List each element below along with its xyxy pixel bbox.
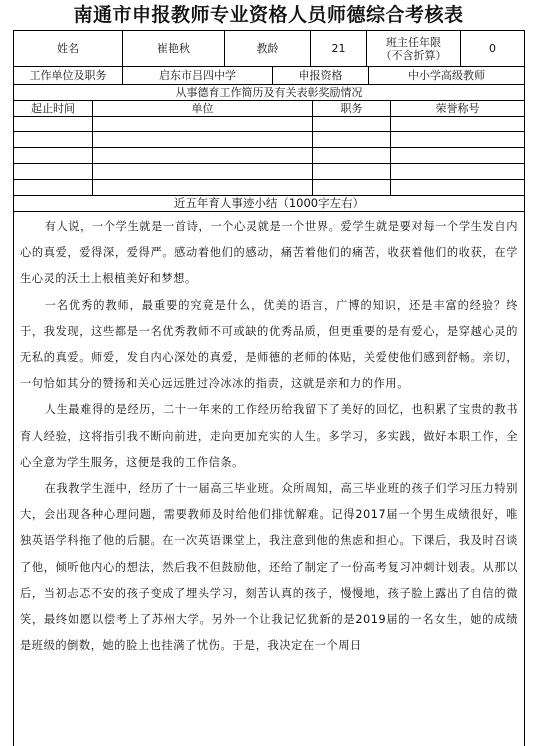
history-section-header: [14, 85, 524, 101]
history-row: [14, 164, 524, 180]
head-teacher-label-line1: 班主任年限: [386, 35, 441, 49]
head-teacher-years-label: [366, 31, 460, 66]
assessment-form: [13, 30, 525, 746]
history-cell: [312, 180, 390, 195]
history-cell: [312, 148, 390, 163]
history-row: [14, 148, 524, 164]
history-cell: [92, 164, 312, 179]
history-cell: [14, 117, 92, 131]
unit-value: 启东市吕四中学: [122, 67, 272, 84]
history-cell: [92, 117, 312, 131]
history-cell: [390, 180, 524, 195]
summary-title: 近五年育人事迹小结（1000字左右）: [173, 196, 365, 210]
qualification-value: 中小学高级教师: [368, 67, 524, 84]
form-title: 南通市申报教师专业资格人员师德综合考核表: [73, 4, 464, 26]
history-cell: [390, 132, 524, 147]
col-honor: 荣誉称号: [390, 101, 524, 116]
col-role: 职务: [312, 101, 390, 116]
col-time: 起止时间: [31, 102, 75, 115]
summary-paragraph: 在我教学生涯中，经历了十一届高三毕业班。众所周知，高三毕业班的孩子们学习压力特别大，会出现各种心理问题，需要教师及时给他们排忧解难。记得2017届一个男生成绩很好，唯独英语学科拖了他的后腿。在一次英语课堂上，我注意到他的焦虑和担心。下课后，我及时召谈了他，倾听他内心的想法，然后我不但鼓励他，还给了制定了一份高考复习冲刺计划表。从那以后，当初忐忑不安的孩子变成了埋头学习，刻苦认真的孩子，慢慢地，孩子脸上露出了自信的微笑，最终如愿以偿考上了苏州大学。另外一个让我记忆犹新的是2019届的一名女生，她的成绩是班级的倒数，她的脸上也挂满了忧伤。于是，我决定在一个周日: [20, 482, 518, 653]
basic-info-row: [14, 31, 524, 67]
name-value: 崔艳秋: [122, 31, 224, 66]
col-unit: 单位: [92, 101, 312, 116]
history-section-title: 从事德育工作简历及有关表彰奖励情况: [175, 86, 363, 99]
head-teacher-years-value: 0: [460, 31, 524, 66]
name-label: 姓名: [57, 42, 79, 55]
history-cell: [390, 148, 524, 163]
head-teacher-label-line2: （不含折算）: [380, 48, 447, 62]
summary-header: [14, 196, 524, 212]
history-cell: [92, 148, 312, 163]
summary-paragraph: 有人说，一个学生就是一首诗，一个心灵就是一个世界。爱学生就是要对每一个学生发自内心的真爱，爱得深，爱得严。感动着他们的感动，痛苦着他们的痛苦，收获着他们的收获，在学生心灵的沃土上根植美好和梦想。: [20, 220, 518, 286]
history-cell: [92, 180, 312, 195]
history-cell: [14, 148, 92, 163]
history-cell: [14, 164, 92, 179]
history-table-header: [14, 101, 524, 117]
history-row: [14, 117, 524, 132]
history-row: [14, 180, 524, 196]
summary-paragraph: 一名优秀的教师，最重要的究竟是什么，优美的语言，广博的知识，还是丰富的经验？终于，我发现，这些都是一名优秀教师不可或缺的优秀品质，但更重要的是有爱心，是穿越心灵的无私的真爱。师爱，发自内心深处的真爱，是师德的老师的体贴，关爱使他们感到舒畅。亲切，一句恰如其分的赞扬和关心远远胜过冷冰冰的指责，这就是亲和力的作用。: [20, 298, 518, 391]
history-cell: [14, 180, 92, 195]
history-cell: [312, 117, 390, 131]
summary-paragraph: 人生最难得的是经历，二十一年来的工作经历给我留下了美好的回忆，也积累了宝贵的教书育人经验，这将指引我不断向前进，走向更加充实的人生。多学习，多实践，做好本职工作，全心全意为学生服务，这便是我的工作信条。: [20, 403, 518, 469]
history-cell: [312, 164, 390, 179]
summary-body: [20, 214, 518, 659]
teaching-age-value: 21: [310, 31, 366, 66]
history-cell: [312, 132, 390, 147]
unit-label: 工作单位及职务: [29, 69, 107, 82]
unit-row: [14, 67, 524, 85]
history-cell: [390, 164, 524, 179]
qualification-label: 申报资格: [272, 67, 368, 84]
history-row: [14, 132, 524, 148]
history-cell: [92, 132, 312, 147]
history-cell: [390, 117, 524, 131]
teaching-age-label: 教龄: [224, 31, 310, 66]
history-cell: [14, 132, 92, 147]
